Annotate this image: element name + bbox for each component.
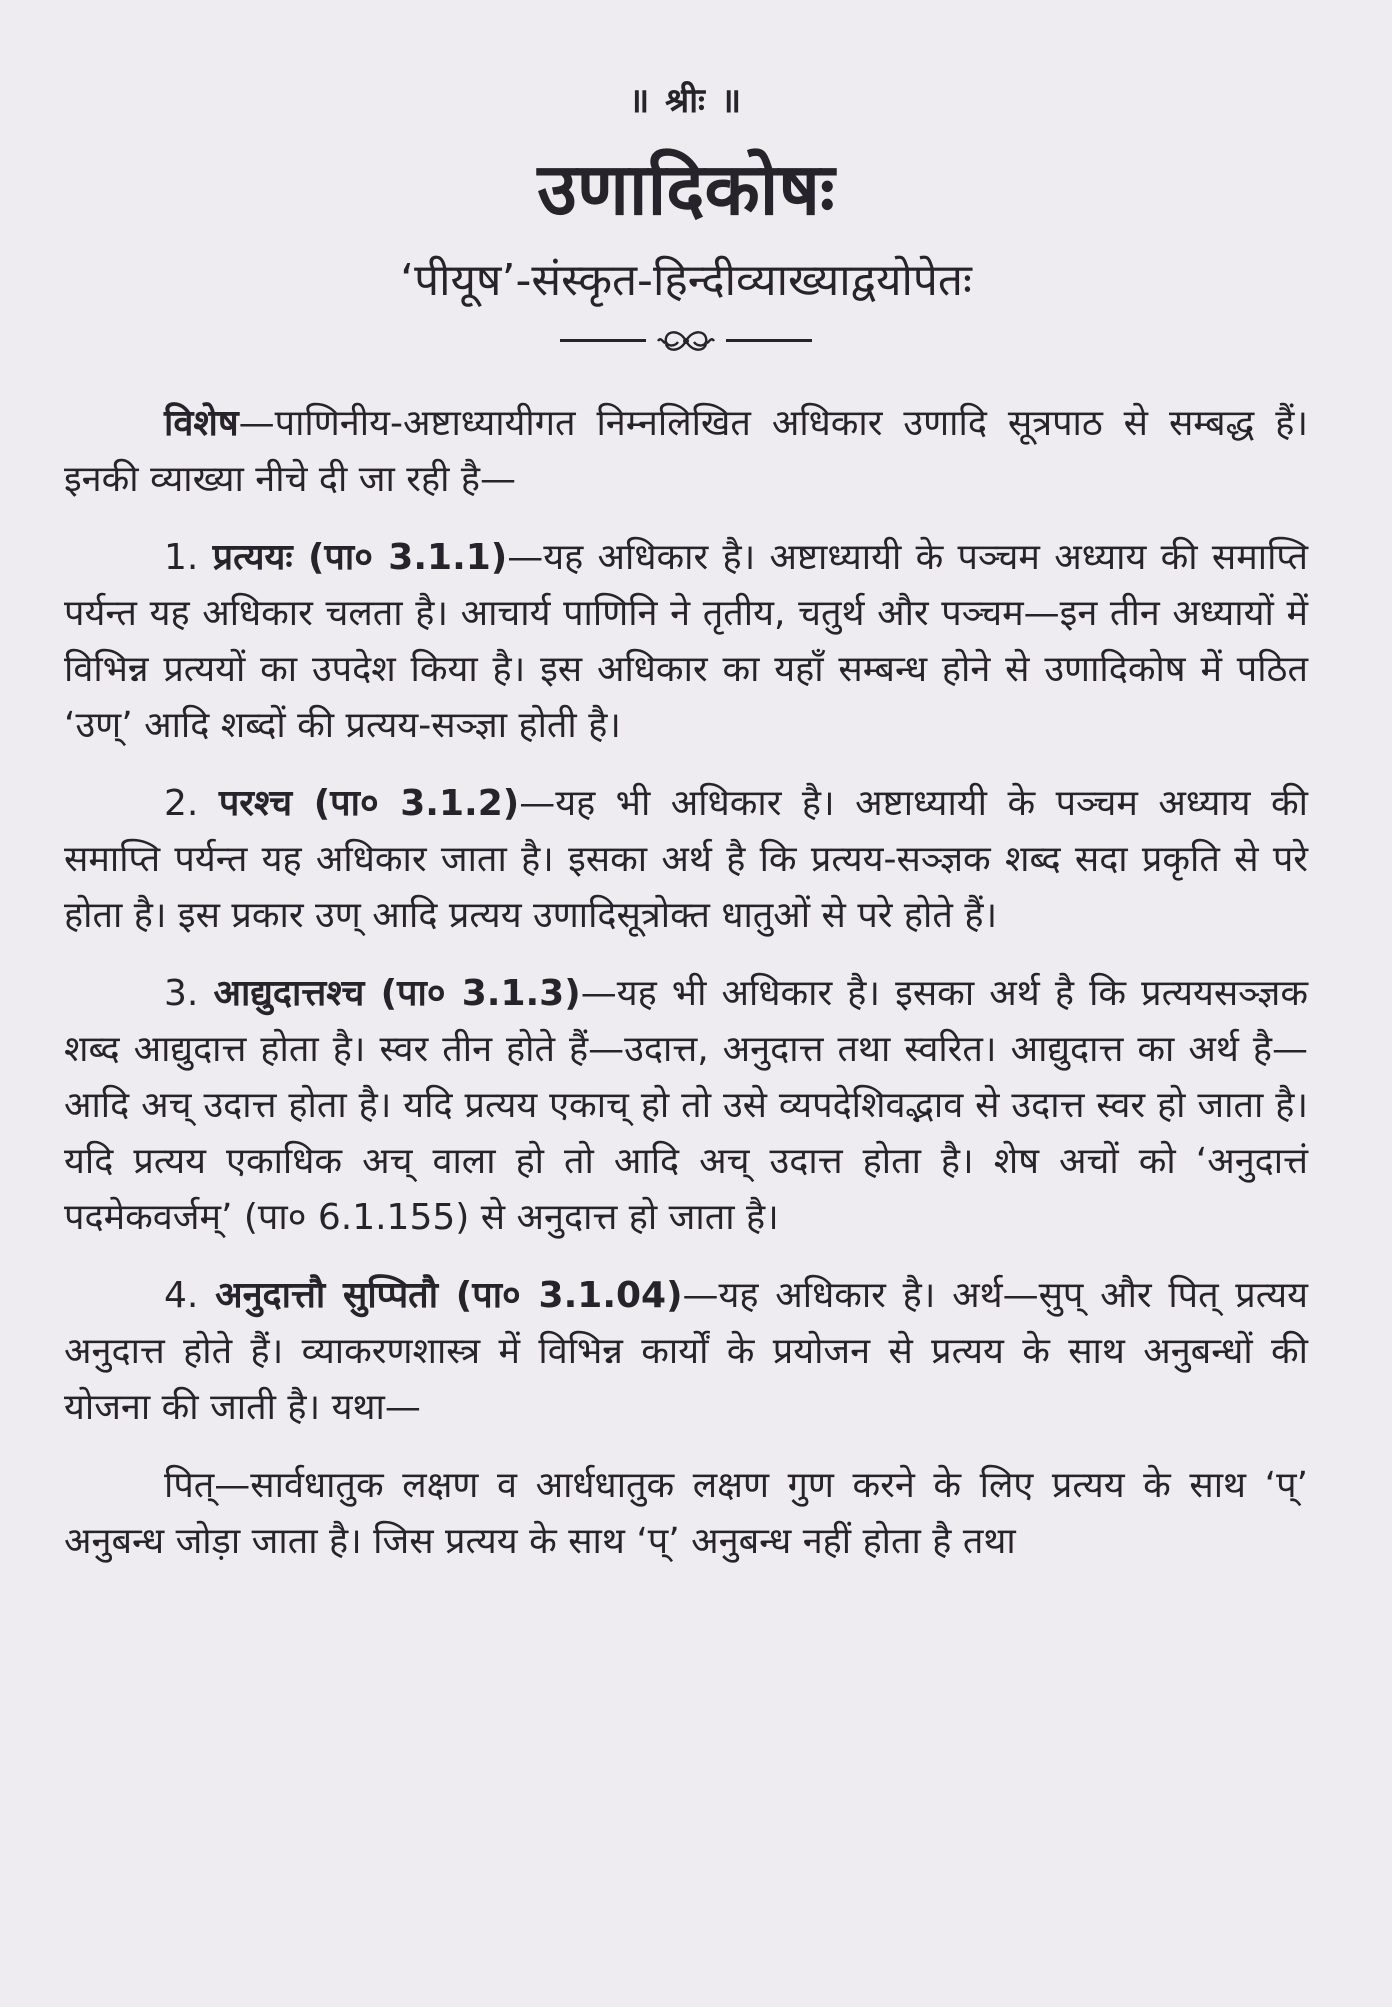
paragraph-text: —यह अधिकार है। अर्थ—सुप् और पित् प्रत्यय अनुदात्त होते हैं। व्याकरणशास्त्र में विभिन्न कार्यों के प्रयोजन से प्रत्यय के साथ अनुबन्धों की योजना की जाती है। यथा— bbox=[64, 1274, 1308, 1428]
paragraph-term: अनुदात्तौ सुप्पितौ (पा० 3.1.04) bbox=[215, 1274, 683, 1316]
paragraph-term: विशेष bbox=[164, 402, 239, 444]
paragraph-term: पित् bbox=[164, 1464, 215, 1506]
paragraph-sutra-1 bbox=[64, 530, 1308, 754]
invocation: ॥ श्रीः ॥ bbox=[628, 81, 744, 121]
paragraph-text: —यह भी अधिकार है। अष्टाध्यायी के पञ्चम अध्याय की समाप्ति पर्यन्त यह अधिकार जाता है। इसका अर्थ है कि प्रत्यय-सञ्ज्ञक शब्द सदा प्रकृति से परे होता है। इस प्रकार उण् आदि प्रत्यय उणादिसूत्रोक्त धातुओं से परे होते हैं। bbox=[64, 782, 1308, 936]
paragraph-number: 1. bbox=[164, 536, 213, 578]
paragraph-text: —पाणिनीय-अष्टाध्यायीगत निम्नलिखित अधिकार उणादि सूत्रपाठ से सम्बद्ध हैं। इनकी व्याख्या नीचे दी जा रही है— bbox=[64, 402, 1308, 500]
paragraph-sutra-4 bbox=[64, 1268, 1308, 1436]
page-title: उणादिकोषः bbox=[537, 147, 835, 231]
paragraph-number: 4. bbox=[164, 1274, 216, 1316]
paragraph-text: —यह अधिकार है। अष्टाध्यायी के पञ्चम अध्याय की समाप्ति पर्यन्त यह अधिकार चलता है। आचार्य पाणिनि ने तृतीय, चतुर्थ और पञ्चम—इन तीन अध्यायों में विभिन्न प्रत्ययों का उपदेश किया है। इस अधिकार का यहाँ सम्बन्ध होने से उणादिकोष में पठित ‘उण्’ आदि शब्दों की प्रत्यय-सञ्ज्ञा होती है। bbox=[64, 536, 1308, 746]
paragraph-sutra-3 bbox=[64, 966, 1308, 1246]
ornament-icon bbox=[654, 326, 718, 356]
paragraph-pit bbox=[64, 1458, 1308, 1570]
paragraph-term: परश्च (पा० 3.1.2) bbox=[218, 782, 520, 824]
paragraph-text: —सार्वधातुक लक्षण व आर्धधातुक लक्षण गुण करने के लिए प्रत्यय के साथ ‘प्’ अनुबन्ध जोड़ा जाता है। जिस प्रत्यय के साथ ‘प्’ अनुबन्ध नहीं होता है तथा bbox=[64, 1464, 1308, 1562]
divider-rule-left bbox=[560, 339, 646, 342]
paragraph-text: —यह भी अधिकार है। इसका अर्थ है कि प्रत्ययसञ्ज्ञक शब्द आद्युदात्त होता है। स्वर तीन होते हैं—उदात्त, अनुदात्त तथा स्वरित। आद्युदात्त का अर्थ है—आदि अच् उदात्त होता है। यदि प्रत्यय एकाच् हो तो उसे व्यपदेशिवद्भाव से उदात्त स्वर हो जाता है। यदि प्रत्यय एकाधिक अच् वाला हो तो आदि अच् उदात्त होता है। शेष अचों को ‘अनुदात्तं पदमेकवर्जम्’ (पा० 6.1.155) से अनुदात्त हो जाता है। bbox=[64, 972, 1308, 1238]
paragraph-intro bbox=[64, 396, 1308, 508]
paragraph-number: 3. bbox=[164, 972, 214, 1014]
paragraph-sutra-2 bbox=[64, 776, 1308, 944]
paragraph-number: 2. bbox=[164, 782, 219, 824]
subtitle: ‘पीयूष’-संस्कृत-हिन्दीव्याख्याद्वयोपेतः bbox=[400, 255, 972, 307]
ornament-divider bbox=[64, 326, 1308, 356]
paragraph-term: प्रत्ययः (पा० 3.1.1) bbox=[212, 536, 508, 578]
divider-rule-right bbox=[726, 339, 812, 342]
paragraph-term: आद्युदात्तश्च (पा० 3.1.3) bbox=[213, 972, 581, 1014]
